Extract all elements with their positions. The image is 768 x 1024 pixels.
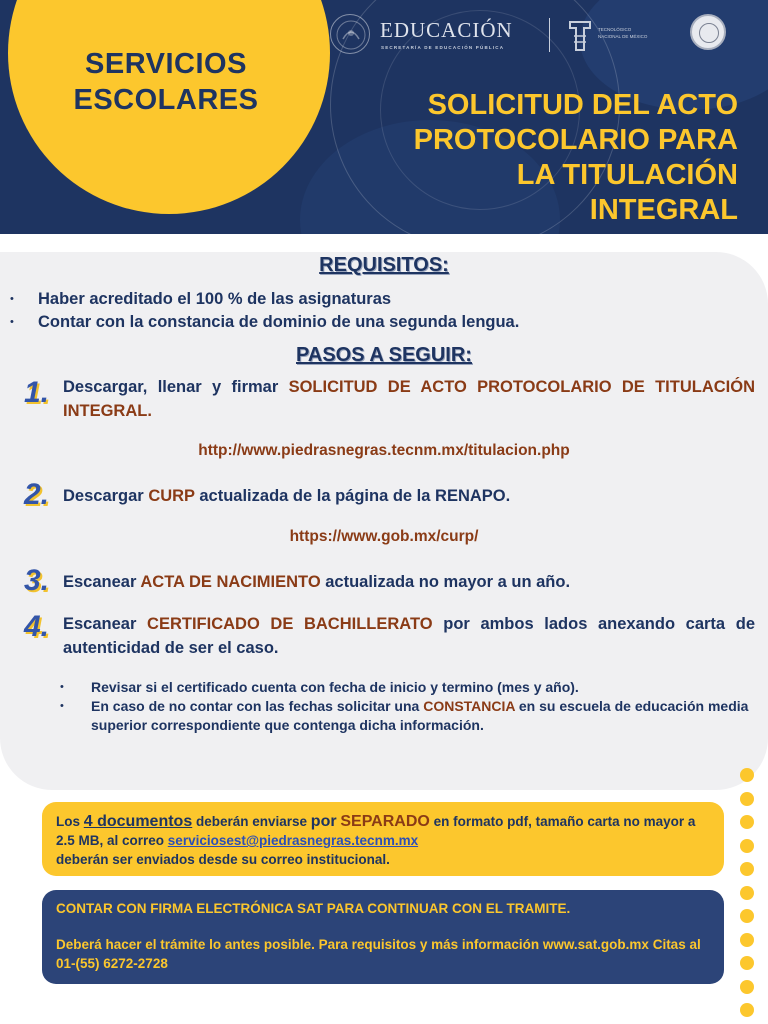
decorative-dot (740, 909, 754, 923)
notice-text-part: deberán ser enviados desde su correo institucional. (56, 852, 390, 867)
notice-text-part: en formato pdf, tamaño carta no mayor a 2.5 MB, al correo (56, 814, 696, 848)
step-text-part: Escanear (63, 615, 148, 633)
decorative-dot (740, 862, 754, 876)
note-text-part: En caso de no contar con las fechas solicitar una (91, 698, 424, 714)
sat-notice-line2: Deberá hacer el trámite lo antes posible. Para requisitos y más información www.sat.gob.mx Citas al 01-(55) 6272-2728 (56, 937, 701, 971)
requisitos-heading: REQUISITOS: (319, 254, 449, 276)
sep-seal-icon (330, 14, 370, 54)
step-text-part: Escanear (63, 573, 141, 591)
note-highlight: CONSTANCIA (423, 698, 515, 714)
header-banner (0, 0, 768, 234)
documents-notice-text (56, 812, 710, 850)
step-2-text (63, 484, 755, 508)
notice-text-part: deberán enviarse (192, 814, 311, 829)
step-number: 2. (24, 478, 50, 511)
sat-notice-line1: CONTAR CON FIRMA ELECTRÓNICA SAT PARA CONTINUAR CON EL TRAMITE. (56, 901, 571, 916)
decorative-dot (740, 1003, 754, 1017)
logos-bar (330, 10, 768, 60)
title-line: INTEGRAL (589, 194, 738, 226)
list-item: • Haber acreditado el 100 % de las asignaturas (10, 288, 519, 311)
step-highlight: ACTA DE NACIMIENTO (140, 573, 321, 591)
tecnm-logo-text (598, 26, 658, 40)
requisitos-list (10, 288, 519, 334)
step-text-part: Descargar, llenar y firmar (63, 378, 289, 396)
educacion-logo-subtext: SECRETARÍA DE EDUCACIÓN PÚBLICA (381, 45, 505, 50)
step-4-text (63, 612, 755, 660)
title-line: PROTOCOLARIO PARA (413, 124, 738, 156)
step-3-text (63, 570, 755, 594)
decorative-dot (740, 956, 754, 970)
tecnm-line: TECNOLÓGICO (598, 27, 632, 32)
titulacion-link[interactable]: http://www.piedrasnegras.tecnm.mx/titulacion.php (198, 442, 570, 459)
step-highlight: SOLICITUD DE ACTO PROTOCOLARIO DE TITULACIÓN INTEGRAL. (63, 378, 755, 420)
step-number: 1. (24, 376, 50, 409)
step-highlight: CERTIFICADO DE BACHILLERATO (147, 615, 433, 633)
curp-link[interactable]: https://www.gob.mx/curp/ (289, 528, 479, 545)
decorative-dot (740, 792, 754, 806)
tecnm-line: NACIONAL DE MÉXICO (598, 34, 648, 39)
notice-text-part: Los (56, 814, 84, 829)
list-item: • Contar con la constancia de dominio de una segunda lengua. (10, 311, 519, 334)
notice-documents-count: 4 documentos (83, 813, 193, 830)
logo-divider (549, 18, 550, 52)
step-text-part: Descargar (63, 487, 149, 505)
servicios-line: SERVICIOS (85, 48, 247, 80)
notice-text-part: por (310, 813, 337, 830)
list-item (60, 697, 760, 735)
notice-separado: SEPARADO (340, 813, 430, 830)
pasos-heading: PASOS A SEGUIR: (296, 344, 472, 366)
step-1-text (63, 375, 755, 423)
step-number: 4. (24, 610, 50, 643)
decorative-dot (740, 933, 754, 947)
step-text-part: actualizada de la página de la RENAPO. (194, 487, 511, 505)
page-title (330, 88, 738, 228)
step-text-part: actualizada no mayor a un año. (320, 573, 571, 591)
institute-seal-icon (690, 14, 726, 50)
step-highlight: CURP (148, 487, 195, 505)
title-line: LA TITULACIÓN (516, 159, 738, 191)
sat-notice-box (42, 890, 724, 984)
email-link[interactable]: serviciosest@piedrasnegras.tecnm.mx (167, 833, 419, 848)
note-text-part: en su escuela de educación media superior correspondiente que contenga dicha información. (91, 698, 749, 733)
decorative-dot (740, 886, 754, 900)
servicios-escolares-label (44, 46, 288, 118)
step-number: 3. (24, 564, 50, 597)
decorative-dot (740, 768, 754, 782)
list-item: • Revisar si el certificado cuenta con fecha de inicio y termino (mes y año). (60, 678, 760, 697)
decorative-dot (740, 980, 754, 994)
tecnm-logo-icon (566, 16, 594, 54)
educacion-logo-text: EDUCACIÓN (380, 18, 513, 42)
title-line: SOLICITUD DEL ACTO (427, 89, 738, 121)
step-text-part: por ambos lados anexando carta de autenticidad de ser el caso. (63, 615, 755, 657)
escolares-line: ESCOLARES (73, 84, 259, 116)
certificado-notes-list (60, 678, 760, 735)
decorative-dot (740, 839, 754, 853)
documents-notice-box (42, 802, 724, 876)
decorative-dot (740, 815, 754, 829)
